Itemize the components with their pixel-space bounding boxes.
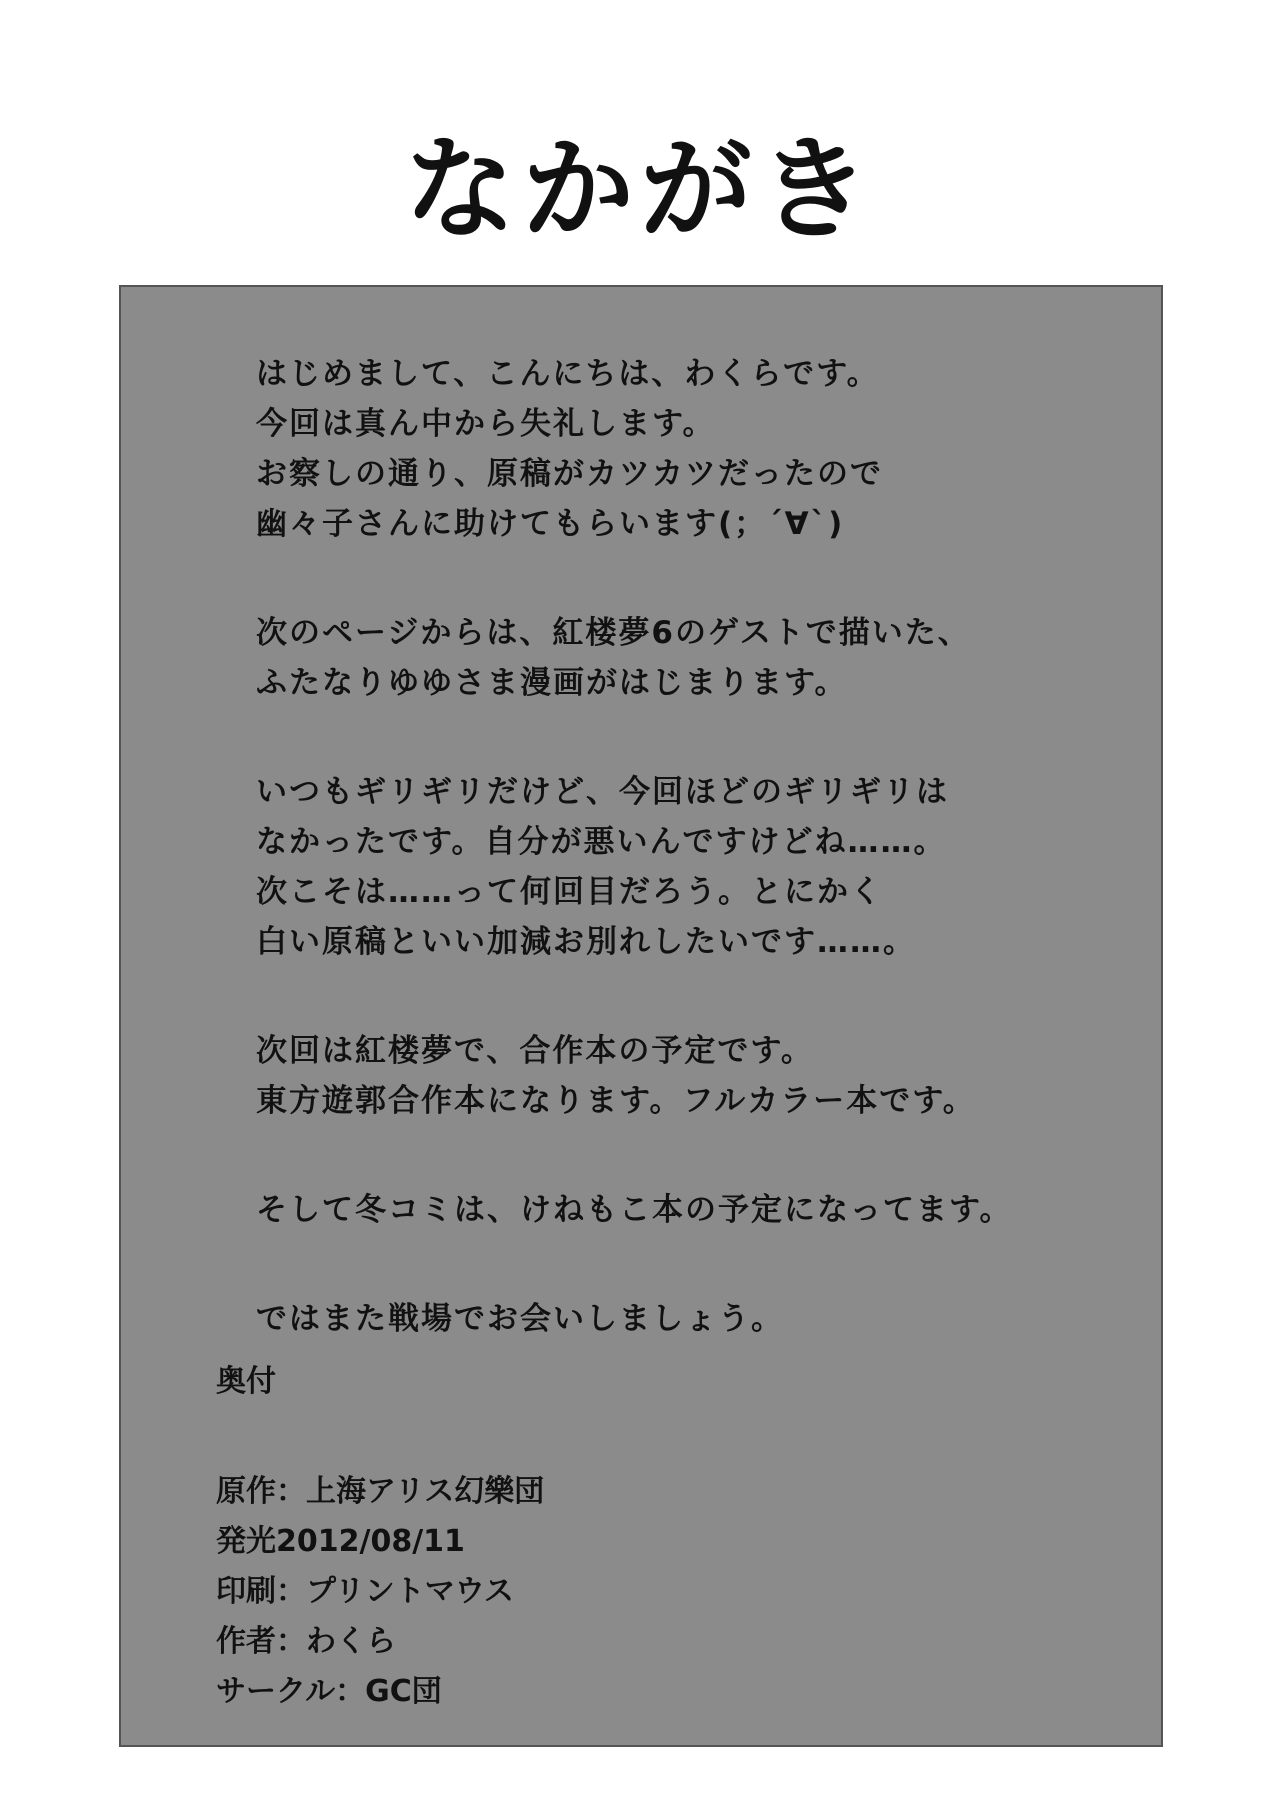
- text-line: いつもギリギリだけど、今回ほどのギリギリは: [256, 774, 949, 810]
- text-line: 次回は紅楼夢で、合作本の予定です。: [256, 1033, 814, 1069]
- text-line: 次こそは……って何回目だろう。とにかく: [256, 874, 883, 910]
- text-line: そして冬コミは、けねもこ本の予定になってます。: [256, 1192, 1013, 1228]
- paragraph-deadline: [256, 767, 1136, 967]
- colophon-heading: 奥付: [216, 1364, 276, 1399]
- text-line: お察しの通り、原稿がカツカツだったので: [256, 456, 883, 492]
- colophon-original-work: 原作：上海アリス幻樂団: [216, 1474, 545, 1509]
- text-line: ふたなりゆゆさま漫画がはじまります。: [256, 665, 848, 701]
- text-line: なかったです。自分が悪いんですけどね……。: [256, 824, 947, 860]
- colophon-release-date: 発光2012/08/11: [216, 1524, 465, 1559]
- afterword-panel: [119, 285, 1163, 1747]
- text-line: ではまた戦場でお会いしましょう。: [256, 1301, 784, 1337]
- paragraph-next-event: [256, 1026, 1136, 1126]
- page-title: なかがき: [404, 124, 876, 255]
- colophon-circle: サークル：GC団: [216, 1674, 442, 1709]
- colophon-printer: 印刷：プリントマウス: [216, 1574, 514, 1609]
- colophon-author: 作者：わくら: [216, 1624, 396, 1659]
- paragraph-greeting: [256, 349, 1136, 549]
- text-line: 白い原稿といい加減お別れしたいです……。: [256, 924, 916, 960]
- colophon: [216, 1357, 916, 1717]
- paragraph-next-page: [256, 608, 1136, 708]
- afterword-message: [256, 349, 1136, 1403]
- paragraph-closing: [256, 1294, 1136, 1344]
- text-line: 今回は真ん中から失礼します。: [256, 406, 716, 442]
- text-line: 東方遊郭合作本になります。フルカラー本です。: [256, 1083, 976, 1119]
- text-line: 次のページからは、紅楼夢6のゲストで描いた、: [256, 615, 971, 651]
- text-line: 幽々子さんに助けてもらいます(；´∀`): [256, 506, 845, 542]
- text-line: はじめまして、こんにちは、わくらです。: [256, 356, 880, 392]
- paragraph-winter-comiket: [256, 1185, 1136, 1235]
